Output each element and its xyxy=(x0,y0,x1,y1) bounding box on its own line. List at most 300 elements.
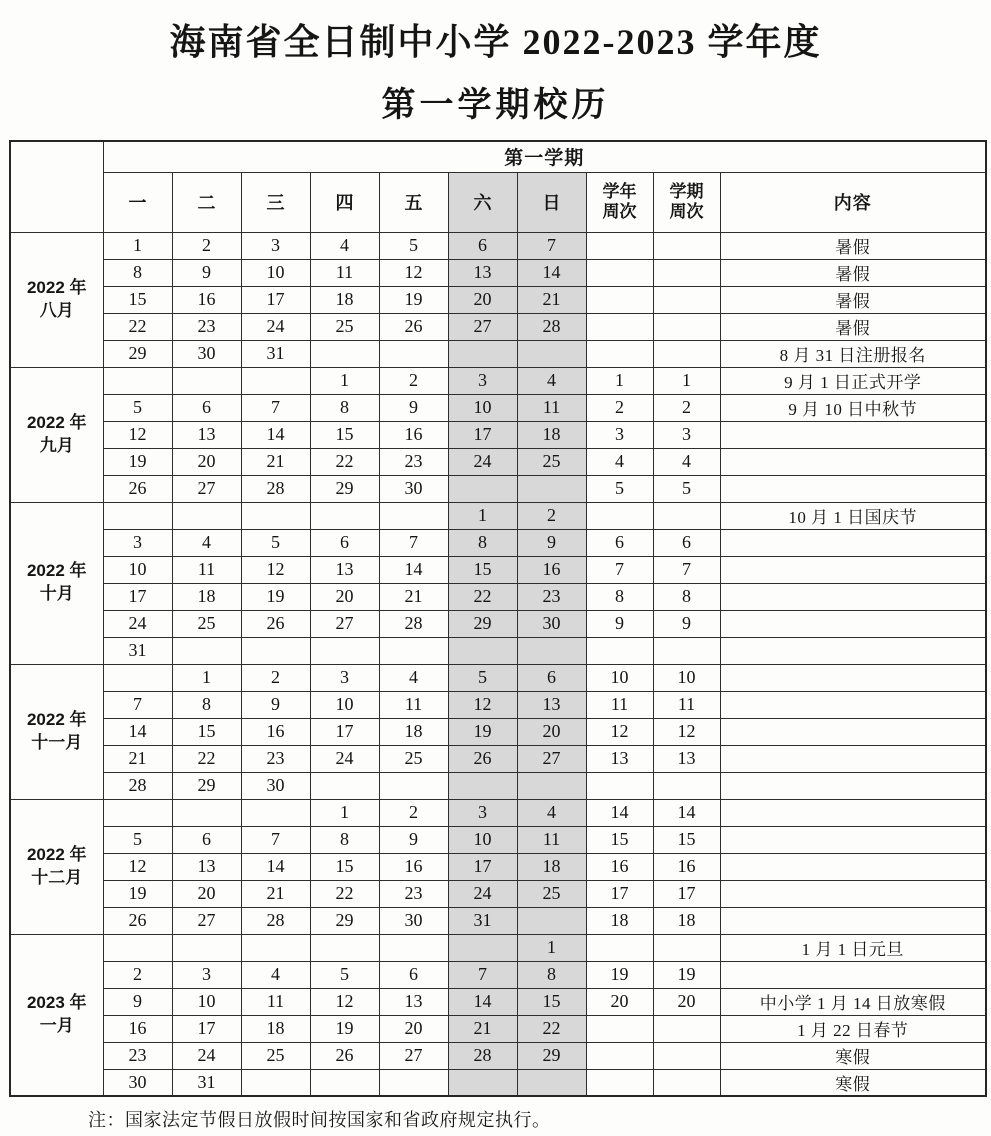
content-cell: 暑假 xyxy=(720,286,986,313)
day-cell: 12 xyxy=(448,691,517,718)
calendar-row xyxy=(10,934,986,961)
day-cell: 9 xyxy=(172,259,241,286)
term-week-cell xyxy=(653,1015,720,1042)
day-cell xyxy=(172,367,241,394)
day-cell: 11 xyxy=(172,556,241,583)
day-cell: 4 xyxy=(517,799,586,826)
day-cell xyxy=(241,799,310,826)
weekday-header-mon: 一 xyxy=(103,172,172,232)
day-cell: 28 xyxy=(241,475,310,502)
day-cell: 29 xyxy=(172,772,241,799)
month-label xyxy=(10,232,103,367)
term-week-cell xyxy=(653,1042,720,1069)
day-cell xyxy=(448,475,517,502)
day-cell: 18 xyxy=(310,286,379,313)
day-cell xyxy=(172,637,241,664)
day-cell: 4 xyxy=(241,961,310,988)
content-cell: 寒假 xyxy=(720,1069,986,1096)
day-cell: 22 xyxy=(103,313,172,340)
day-cell: 20 xyxy=(172,880,241,907)
day-cell: 1 xyxy=(172,664,241,691)
content-cell xyxy=(720,583,986,610)
year-week-cell: 4 xyxy=(586,448,653,475)
day-cell: 11 xyxy=(517,394,586,421)
day-cell: 27 xyxy=(172,475,241,502)
day-cell: 17 xyxy=(448,421,517,448)
day-cell: 11 xyxy=(517,826,586,853)
day-cell xyxy=(379,934,448,961)
day-cell: 19 xyxy=(379,286,448,313)
calendar-row xyxy=(10,853,986,880)
day-cell: 25 xyxy=(517,880,586,907)
day-cell: 28 xyxy=(517,313,586,340)
day-cell xyxy=(103,664,172,691)
content-cell xyxy=(720,718,986,745)
year-week-cell: 14 xyxy=(586,799,653,826)
year-week-header-line2: 周次 xyxy=(602,202,637,221)
day-cell: 29 xyxy=(310,475,379,502)
weekday-header-row xyxy=(10,172,986,232)
corner-cell xyxy=(10,141,103,232)
day-cell: 2 xyxy=(517,502,586,529)
year-week-cell: 3 xyxy=(586,421,653,448)
term-week-cell: 11 xyxy=(653,691,720,718)
day-cell: 27 xyxy=(310,610,379,637)
day-cell: 24 xyxy=(448,880,517,907)
term-week-cell xyxy=(653,340,720,367)
day-cell: 7 xyxy=(379,529,448,556)
day-cell: 11 xyxy=(241,988,310,1015)
calendar-row xyxy=(10,286,986,313)
day-cell: 19 xyxy=(103,880,172,907)
day-cell xyxy=(379,637,448,664)
day-cell: 24 xyxy=(310,745,379,772)
day-cell: 25 xyxy=(310,313,379,340)
day-cell: 13 xyxy=(517,691,586,718)
year-week-cell: 6 xyxy=(586,529,653,556)
day-cell: 12 xyxy=(310,988,379,1015)
day-cell: 20 xyxy=(448,286,517,313)
year-week-cell: 18 xyxy=(586,907,653,934)
year-week-cell xyxy=(586,1042,653,1069)
content-cell xyxy=(720,853,986,880)
year-week-header xyxy=(586,172,653,232)
term-week-cell: 4 xyxy=(653,448,720,475)
day-cell: 22 xyxy=(310,880,379,907)
day-cell: 17 xyxy=(310,718,379,745)
month-label-line: 2022 年 xyxy=(26,844,87,864)
day-cell: 3 xyxy=(448,367,517,394)
day-cell: 1 xyxy=(448,502,517,529)
footnote: 注：国家法定节假日放假时间按国家和省政府规定执行。 xyxy=(88,1110,551,1130)
day-cell: 1 xyxy=(517,934,586,961)
calendar-row xyxy=(10,421,986,448)
day-cell: 13 xyxy=(310,556,379,583)
calendar-row xyxy=(10,907,986,934)
day-cell: 24 xyxy=(241,313,310,340)
day-cell: 16 xyxy=(241,718,310,745)
semester-title: 第一学期 xyxy=(103,141,986,172)
day-cell: 19 xyxy=(241,583,310,610)
month-label-line: 十一月 xyxy=(31,732,83,752)
content-cell xyxy=(720,637,986,664)
day-cell: 20 xyxy=(172,448,241,475)
day-cell: 14 xyxy=(379,556,448,583)
day-cell: 4 xyxy=(310,232,379,259)
day-cell xyxy=(103,502,172,529)
month-label-line: 2022 年 xyxy=(26,277,87,297)
day-cell xyxy=(517,907,586,934)
day-cell xyxy=(103,799,172,826)
day-cell: 19 xyxy=(103,448,172,475)
day-cell: 28 xyxy=(379,610,448,637)
calendar-row xyxy=(10,259,986,286)
day-cell: 2 xyxy=(379,799,448,826)
day-cell xyxy=(448,1069,517,1096)
term-week-cell xyxy=(653,286,720,313)
content-cell: 暑假 xyxy=(720,232,986,259)
day-cell: 23 xyxy=(517,583,586,610)
day-cell: 29 xyxy=(448,610,517,637)
calendar-row xyxy=(10,826,986,853)
calendar-row xyxy=(10,961,986,988)
year-week-cell: 13 xyxy=(586,745,653,772)
year-week-cell xyxy=(586,502,653,529)
day-cell xyxy=(310,934,379,961)
day-cell xyxy=(517,637,586,664)
term-week-cell: 7 xyxy=(653,556,720,583)
content-cell: 暑假 xyxy=(720,313,986,340)
content-cell xyxy=(720,826,986,853)
year-week-cell: 16 xyxy=(586,853,653,880)
day-cell: 25 xyxy=(172,610,241,637)
day-cell xyxy=(241,637,310,664)
day-cell: 27 xyxy=(379,1042,448,1069)
term-week-cell: 13 xyxy=(653,745,720,772)
day-cell: 4 xyxy=(172,529,241,556)
month-label xyxy=(10,367,103,502)
day-cell: 24 xyxy=(172,1042,241,1069)
day-cell xyxy=(310,502,379,529)
term-week-header-line2: 周次 xyxy=(669,202,704,221)
day-cell: 18 xyxy=(241,1015,310,1042)
day-cell: 6 xyxy=(310,529,379,556)
content-cell: 1 月 22 日春节 xyxy=(720,1015,986,1042)
day-cell xyxy=(241,1069,310,1096)
content-cell: 中小学 1 月 14 日放寒假 xyxy=(720,988,986,1015)
day-cell: 21 xyxy=(103,745,172,772)
day-cell: 9 xyxy=(379,394,448,421)
content-cell xyxy=(720,880,986,907)
weekday-header-sun: 日 xyxy=(517,172,586,232)
content-cell: 1 月 1 日元旦 xyxy=(720,934,986,961)
calendar-row xyxy=(10,880,986,907)
day-cell xyxy=(379,502,448,529)
day-cell: 30 xyxy=(241,772,310,799)
day-cell: 16 xyxy=(379,853,448,880)
month-label-line: 一月 xyxy=(39,1015,74,1035)
day-cell: 22 xyxy=(172,745,241,772)
day-cell: 14 xyxy=(517,259,586,286)
day-cell: 8 xyxy=(172,691,241,718)
day-cell: 5 xyxy=(241,529,310,556)
calendar-row xyxy=(10,664,986,691)
day-cell: 5 xyxy=(448,664,517,691)
day-cell: 21 xyxy=(379,583,448,610)
day-cell: 24 xyxy=(103,610,172,637)
year-week-cell: 11 xyxy=(586,691,653,718)
content-cell xyxy=(720,799,986,826)
calendar-row xyxy=(10,529,986,556)
day-cell: 31 xyxy=(241,340,310,367)
day-cell: 15 xyxy=(310,853,379,880)
day-cell: 31 xyxy=(448,907,517,934)
day-cell: 27 xyxy=(517,745,586,772)
calendar-row xyxy=(10,1042,986,1069)
day-cell: 30 xyxy=(517,610,586,637)
day-cell: 2 xyxy=(103,961,172,988)
day-cell: 6 xyxy=(172,826,241,853)
day-cell: 31 xyxy=(103,637,172,664)
day-cell: 23 xyxy=(172,313,241,340)
year-week-cell xyxy=(586,772,653,799)
day-cell: 10 xyxy=(241,259,310,286)
day-cell: 30 xyxy=(103,1069,172,1096)
day-cell: 3 xyxy=(310,664,379,691)
day-cell: 22 xyxy=(448,583,517,610)
calendar-row xyxy=(10,988,986,1015)
year-week-cell: 5 xyxy=(586,475,653,502)
year-week-cell: 2 xyxy=(586,394,653,421)
day-cell: 3 xyxy=(448,799,517,826)
day-cell: 2 xyxy=(172,232,241,259)
day-cell xyxy=(517,772,586,799)
day-cell: 24 xyxy=(448,448,517,475)
day-cell xyxy=(172,799,241,826)
year-week-cell: 8 xyxy=(586,583,653,610)
day-cell: 29 xyxy=(103,340,172,367)
content-cell xyxy=(720,475,986,502)
year-week-cell xyxy=(586,1069,653,1096)
day-cell: 25 xyxy=(517,448,586,475)
month-label-line: 十二月 xyxy=(31,867,83,887)
day-cell: 1 xyxy=(103,232,172,259)
year-week-cell: 20 xyxy=(586,988,653,1015)
day-cell xyxy=(379,1069,448,1096)
day-cell: 27 xyxy=(448,313,517,340)
day-cell: 23 xyxy=(103,1042,172,1069)
content-header: 内容 xyxy=(720,172,986,232)
calendar-row xyxy=(10,610,986,637)
term-week-cell: 20 xyxy=(653,988,720,1015)
term-week-cell: 16 xyxy=(653,853,720,880)
day-cell xyxy=(379,340,448,367)
year-week-cell: 19 xyxy=(586,961,653,988)
term-week-cell: 3 xyxy=(653,421,720,448)
calendar-row xyxy=(10,1069,986,1096)
calendar-row xyxy=(10,799,986,826)
day-cell: 5 xyxy=(379,232,448,259)
content-cell xyxy=(720,664,986,691)
year-week-cell xyxy=(586,340,653,367)
term-week-cell xyxy=(653,1069,720,1096)
day-cell xyxy=(310,772,379,799)
day-cell: 8 xyxy=(517,961,586,988)
weekday-header-sat: 六 xyxy=(448,172,517,232)
term-week-cell: 19 xyxy=(653,961,720,988)
day-cell: 12 xyxy=(241,556,310,583)
calendar-row xyxy=(10,313,986,340)
day-cell: 10 xyxy=(310,691,379,718)
year-week-cell xyxy=(586,637,653,664)
term-week-cell xyxy=(653,772,720,799)
day-cell xyxy=(517,340,586,367)
calendar-row xyxy=(10,556,986,583)
year-week-header-line1: 学年 xyxy=(602,181,637,201)
content-cell xyxy=(720,961,986,988)
day-cell: 18 xyxy=(379,718,448,745)
page-title-line1: 海南省全日制中小学 2022-2023 学年度 xyxy=(169,22,822,62)
month-label-line: 2023 年 xyxy=(26,992,87,1012)
day-cell: 12 xyxy=(379,259,448,286)
calendar-body xyxy=(10,232,986,1096)
day-cell: 4 xyxy=(517,367,586,394)
day-cell: 20 xyxy=(517,718,586,745)
content-cell: 寒假 xyxy=(720,1042,986,1069)
day-cell xyxy=(517,1069,586,1096)
day-cell: 14 xyxy=(241,421,310,448)
day-cell: 7 xyxy=(103,691,172,718)
day-cell xyxy=(448,637,517,664)
day-cell: 14 xyxy=(241,853,310,880)
day-cell: 5 xyxy=(310,961,379,988)
day-cell: 15 xyxy=(172,718,241,745)
day-cell: 1 xyxy=(310,799,379,826)
day-cell xyxy=(448,340,517,367)
day-cell: 6 xyxy=(379,961,448,988)
content-cell xyxy=(720,421,986,448)
calendar-row xyxy=(10,475,986,502)
day-cell: 2 xyxy=(241,664,310,691)
term-week-cell: 10 xyxy=(653,664,720,691)
page-title-line2: 第一学期校历 xyxy=(381,87,610,124)
day-cell: 10 xyxy=(448,826,517,853)
month-label-line: 九月 xyxy=(39,435,74,455)
month-label xyxy=(10,664,103,799)
month-label xyxy=(10,799,103,934)
day-cell: 25 xyxy=(379,745,448,772)
day-cell: 26 xyxy=(241,610,310,637)
day-cell: 8 xyxy=(448,529,517,556)
month-label-line: 2022 年 xyxy=(26,709,87,729)
day-cell: 19 xyxy=(448,718,517,745)
day-cell: 9 xyxy=(103,988,172,1015)
calendar-row xyxy=(10,340,986,367)
year-week-cell xyxy=(586,232,653,259)
day-cell: 27 xyxy=(172,907,241,934)
semester-header-row xyxy=(10,141,986,172)
day-cell xyxy=(448,772,517,799)
day-cell: 21 xyxy=(448,1015,517,1042)
term-week-cell: 2 xyxy=(653,394,720,421)
day-cell: 14 xyxy=(448,988,517,1015)
day-cell: 15 xyxy=(517,988,586,1015)
year-week-cell: 9 xyxy=(586,610,653,637)
day-cell: 10 xyxy=(172,988,241,1015)
calendar-row xyxy=(10,691,986,718)
day-cell: 3 xyxy=(103,529,172,556)
day-cell xyxy=(310,637,379,664)
day-cell: 7 xyxy=(241,394,310,421)
day-cell: 26 xyxy=(379,313,448,340)
term-week-header xyxy=(653,172,720,232)
content-cell: 9 月 1 日正式开学 xyxy=(720,367,986,394)
weekday-header-thu: 四 xyxy=(310,172,379,232)
day-cell xyxy=(172,502,241,529)
day-cell: 2 xyxy=(379,367,448,394)
day-cell: 22 xyxy=(517,1015,586,1042)
content-cell xyxy=(720,448,986,475)
year-week-cell: 10 xyxy=(586,664,653,691)
day-cell: 15 xyxy=(448,556,517,583)
day-cell: 10 xyxy=(448,394,517,421)
day-cell: 26 xyxy=(310,1042,379,1069)
day-cell: 9 xyxy=(517,529,586,556)
day-cell xyxy=(103,934,172,961)
term-week-cell: 1 xyxy=(653,367,720,394)
year-week-cell xyxy=(586,286,653,313)
day-cell: 22 xyxy=(310,448,379,475)
month-label-line: 八月 xyxy=(39,300,74,320)
day-cell: 29 xyxy=(310,907,379,934)
day-cell: 28 xyxy=(103,772,172,799)
day-cell: 7 xyxy=(448,961,517,988)
calendar-row xyxy=(10,232,986,259)
month-label-line: 2022 年 xyxy=(26,412,87,432)
day-cell: 8 xyxy=(310,826,379,853)
term-week-cell: 9 xyxy=(653,610,720,637)
day-cell: 16 xyxy=(517,556,586,583)
day-cell: 13 xyxy=(448,259,517,286)
content-cell xyxy=(720,556,986,583)
day-cell xyxy=(517,475,586,502)
day-cell: 8 xyxy=(310,394,379,421)
day-cell: 29 xyxy=(517,1042,586,1069)
day-cell: 3 xyxy=(241,232,310,259)
day-cell: 30 xyxy=(379,475,448,502)
term-week-cell xyxy=(653,313,720,340)
day-cell: 18 xyxy=(517,853,586,880)
year-week-cell xyxy=(586,934,653,961)
day-cell: 25 xyxy=(241,1042,310,1069)
day-cell: 18 xyxy=(172,583,241,610)
day-cell: 12 xyxy=(103,853,172,880)
calendar-row xyxy=(10,448,986,475)
day-cell xyxy=(241,367,310,394)
day-cell xyxy=(310,1069,379,1096)
term-week-cell xyxy=(653,637,720,664)
day-cell: 15 xyxy=(310,421,379,448)
term-week-cell: 5 xyxy=(653,475,720,502)
day-cell: 31 xyxy=(172,1069,241,1096)
calendar-row xyxy=(10,502,986,529)
term-week-cell xyxy=(653,259,720,286)
day-cell: 16 xyxy=(172,286,241,313)
day-cell xyxy=(103,367,172,394)
day-cell: 28 xyxy=(448,1042,517,1069)
day-cell: 6 xyxy=(448,232,517,259)
calendar-row xyxy=(10,772,986,799)
